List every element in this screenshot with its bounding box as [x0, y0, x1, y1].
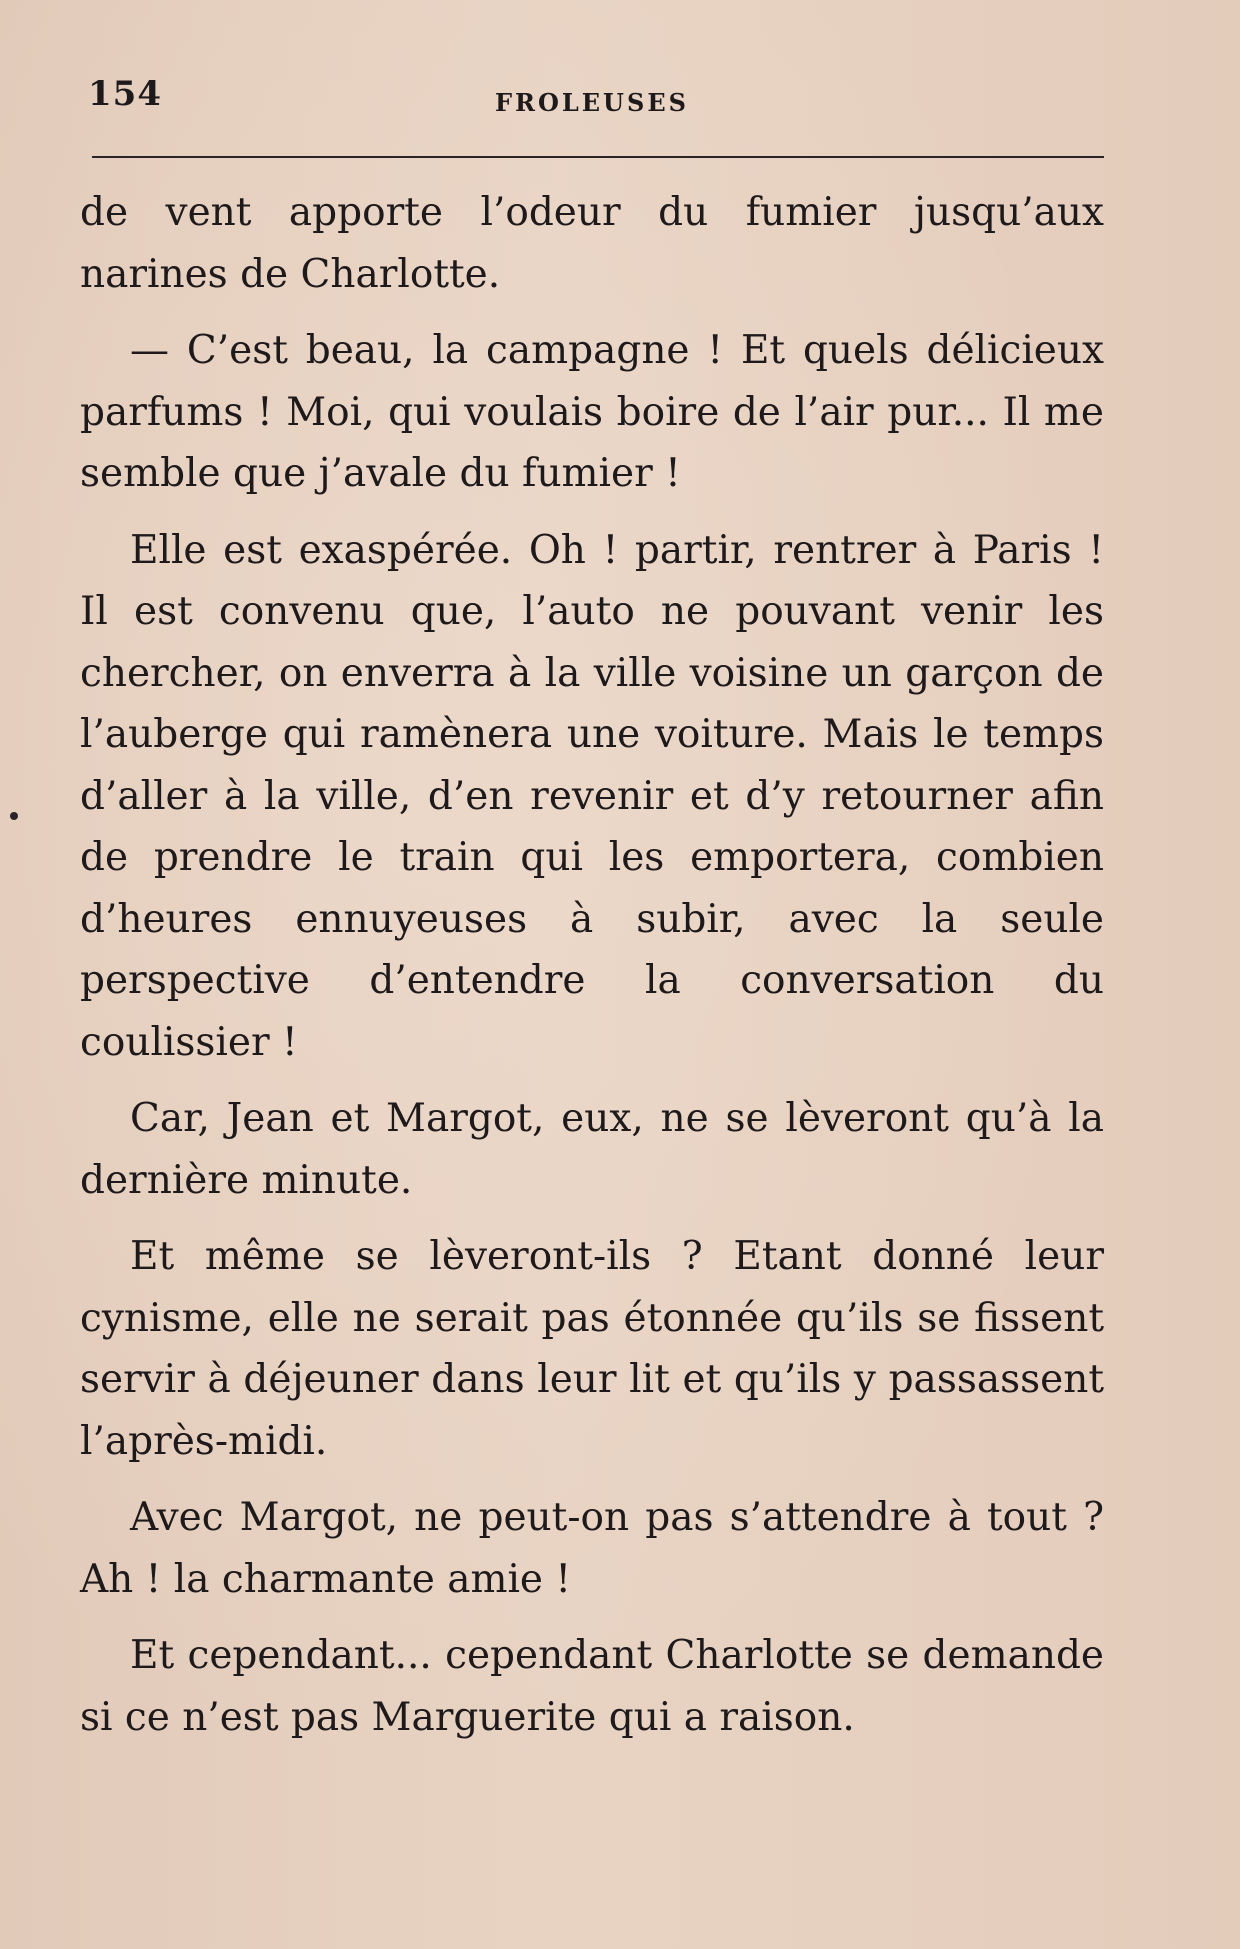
paragraph: Car, Jean et Margot, eux, ne se lèveront qu’à la dernière minute. [80, 1096, 1104, 1203]
paragraph: Avec Margot, ne peut-on pas s’attendre à tout ? Ah ! la charmante amie ! [80, 1495, 1104, 1602]
paragraph: — C’est beau, la campagne ! Et quels délicieux parfums ! Moi, qui voulais boire de l’air pur... Il me semble que j’avale du fumier ! [80, 328, 1104, 496]
page-number: 154 [88, 74, 162, 114]
body-text [80, 182, 1104, 1740]
running-head: FROLEUSES [495, 88, 689, 117]
ink-speck [10, 812, 18, 820]
header-rule [92, 156, 1104, 158]
paragraph: Et même se lèveront-ils ? Etant donné leur cynisme, elle ne serait pas étonnée qu’ils se fissent servir à déjeuner dans leur lit et qu’ils y passassent l’après-midi. [80, 1234, 1104, 1464]
paragraph: de vent apporte l’odeur du fumier jusqu’aux narines de Charlotte. [80, 190, 1104, 297]
page-header [80, 70, 1100, 120]
paragraph: Et cependant... cependant Charlotte se demande si ce n’est pas Marguerite qui a raison. [80, 1633, 1104, 1740]
paragraph: Elle est exaspérée. Oh ! partir, rentrer à Paris ! Il est convenu que, l’auto ne pouvant venir les chercher, on enverra à la ville voisine un garçon de l’auberge qui ramènera une voiture. Mais le temps d’aller à la ville, d’en revenir et d’y retourner afin de prendre le train qui les emportera, combien d’heures ennuyeuses à subir, avec la seule perspective d’entendre la conversation du coulissier ! [80, 527, 1104, 1065]
